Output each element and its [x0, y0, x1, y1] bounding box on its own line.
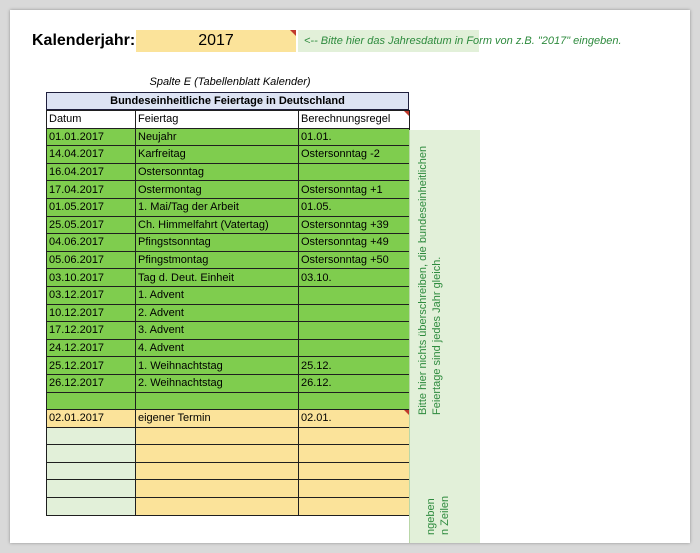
date-cell[interactable] [47, 427, 136, 445]
date-cell[interactable]: 02.01.2017 [47, 410, 136, 428]
header-datum[interactable]: Datum [47, 111, 136, 129]
holiday-cell[interactable]: Ostermontag [136, 181, 299, 199]
rule-cell[interactable] [299, 163, 410, 181]
rule-cell[interactable]: Ostersonntag +39 [299, 216, 410, 234]
empty-row [47, 445, 410, 463]
table-caption: Spalte E (Tabellenblatt Kalender) [149, 76, 311, 88]
holiday-cell[interactable]: Ostersonntag [136, 163, 299, 181]
rule-cell[interactable]: 25.12. [299, 357, 410, 375]
rule-cell[interactable] [299, 445, 410, 463]
holiday-cell[interactable]: 3. Advent [136, 322, 299, 340]
date-cell[interactable]: 16.04.2017 [47, 163, 136, 181]
year-value: 2017 [198, 32, 234, 49]
holiday-cell[interactable]: 1. Mai/Tag der Arbeit [136, 198, 299, 216]
empty-row [47, 427, 410, 445]
holiday-cell[interactable] [136, 445, 299, 463]
table-title: Bundeseinheitliche Feiertage in Deutschland [46, 92, 409, 110]
holiday-row [47, 198, 410, 216]
spreadsheet [10, 10, 690, 543]
holiday-cell[interactable]: 4. Advent [136, 339, 299, 357]
holiday-row [47, 251, 410, 269]
holiday-table [46, 110, 410, 516]
holiday-cell[interactable]: Neujahr [136, 128, 299, 146]
holiday-row [47, 269, 410, 287]
blank-row [47, 392, 410, 410]
rule-cell[interactable]: 02.01. [299, 410, 410, 428]
header-row [47, 111, 410, 129]
holiday-row [47, 357, 410, 375]
holiday-cell[interactable] [136, 462, 299, 480]
date-cell[interactable] [47, 462, 136, 480]
holiday-row [47, 234, 410, 252]
holiday-cell[interactable]: 1. Weihnachtstag [136, 357, 299, 375]
rule-cell[interactable]: Ostersonntag -2 [299, 146, 410, 164]
rule-cell[interactable]: 03.10. [299, 269, 410, 287]
holiday-row [47, 181, 410, 199]
holiday-row [47, 286, 410, 304]
rule-cell[interactable] [299, 339, 410, 357]
date-cell[interactable]: 05.06.2017 [47, 251, 136, 269]
holiday-row [47, 339, 410, 357]
rule-cell[interactable]: Ostersonntag +1 [299, 181, 410, 199]
holiday-row [47, 304, 410, 322]
year-input[interactable] [136, 30, 296, 52]
rule-cell[interactable] [299, 286, 410, 304]
comment-indicator[interactable] [290, 30, 296, 36]
holiday-cell[interactable]: Karfreitag [136, 146, 299, 164]
header-feiertag[interactable]: Feiertag [136, 111, 299, 129]
year-label: Kalenderjahr: [32, 32, 136, 49]
holiday-cell[interactable]: 2. Advent [136, 304, 299, 322]
rule-cell[interactable]: Ostersonntag +49 [299, 234, 410, 252]
date-cell[interactable]: 25.05.2017 [47, 216, 136, 234]
holiday-cell[interactable]: Tag d. Deut. Einheit [136, 269, 299, 287]
holiday-cell[interactable] [136, 480, 299, 498]
date-cell[interactable] [47, 498, 136, 516]
date-cell[interactable]: 25.12.2017 [47, 357, 136, 375]
header-berechnungsregel[interactable]: Berechnungsregel [299, 111, 410, 129]
holiday-row [47, 128, 410, 146]
date-cell[interactable]: 24.12.2017 [47, 339, 136, 357]
holiday-cell[interactable] [136, 392, 299, 410]
holiday-row [47, 322, 410, 340]
rule-cell[interactable] [299, 427, 410, 445]
date-cell[interactable]: 10.12.2017 [47, 304, 136, 322]
rule-cell[interactable] [299, 392, 410, 410]
date-cell[interactable]: 01.01.2017 [47, 128, 136, 146]
holiday-cell[interactable]: 1. Advent [136, 286, 299, 304]
date-cell[interactable]: 17.04.2017 [47, 181, 136, 199]
holiday-cell[interactable] [136, 498, 299, 516]
own-date-row [47, 410, 410, 428]
holiday-cell[interactable]: Ch. Himmelfahrt (Vatertag) [136, 216, 299, 234]
own-dates-note [409, 425, 480, 543]
holiday-cell[interactable]: eigener Termin [136, 410, 299, 428]
rule-cell[interactable]: Ostersonntag +50 [299, 251, 410, 269]
holiday-note [409, 130, 480, 425]
holiday-cell[interactable] [136, 427, 299, 445]
date-cell[interactable]: 03.12.2017 [47, 286, 136, 304]
rule-cell[interactable] [299, 498, 410, 516]
date-cell[interactable] [47, 392, 136, 410]
empty-row [47, 498, 410, 516]
rule-cell[interactable]: 01.05. [299, 198, 410, 216]
date-cell[interactable]: 01.05.2017 [47, 198, 136, 216]
holiday-row [47, 146, 410, 164]
date-cell[interactable]: 26.12.2017 [47, 374, 136, 392]
holiday-row [47, 374, 410, 392]
empty-row [47, 480, 410, 498]
date-cell[interactable]: 14.04.2017 [47, 146, 136, 164]
holiday-row [47, 216, 410, 234]
date-cell[interactable]: 04.06.2017 [47, 234, 136, 252]
date-cell[interactable] [47, 445, 136, 463]
rule-cell[interactable]: 01.01. [299, 128, 410, 146]
rule-cell[interactable] [299, 462, 410, 480]
empty-row [47, 462, 410, 480]
rule-cell[interactable] [299, 480, 410, 498]
year-hint: <-- Bitte hier das Jahresdatum in Form von z.B. "2017" eingeben. [298, 30, 479, 52]
own-dates-note-text: ngeben n Zeilen [425, 495, 451, 535]
date-cell[interactable]: 17.12.2017 [47, 322, 136, 340]
holiday-note-text: Bitte hier nichts überschreiben, die bundeseinheitlichen Feiertage sind jedes Jahr gleich. [417, 145, 443, 415]
holiday-cell[interactable]: Pfingstmontag [136, 251, 299, 269]
holiday-row [47, 163, 410, 181]
rule-cell[interactable] [299, 304, 410, 322]
date-cell[interactable] [47, 480, 136, 498]
rule-cell[interactable] [299, 322, 410, 340]
date-cell[interactable]: 03.10.2017 [47, 269, 136, 287]
holiday-cell[interactable]: Pfingstsonntag [136, 234, 299, 252]
rule-cell[interactable]: 26.12. [299, 374, 410, 392]
holiday-cell[interactable]: 2. Weihnachtstag [136, 374, 299, 392]
